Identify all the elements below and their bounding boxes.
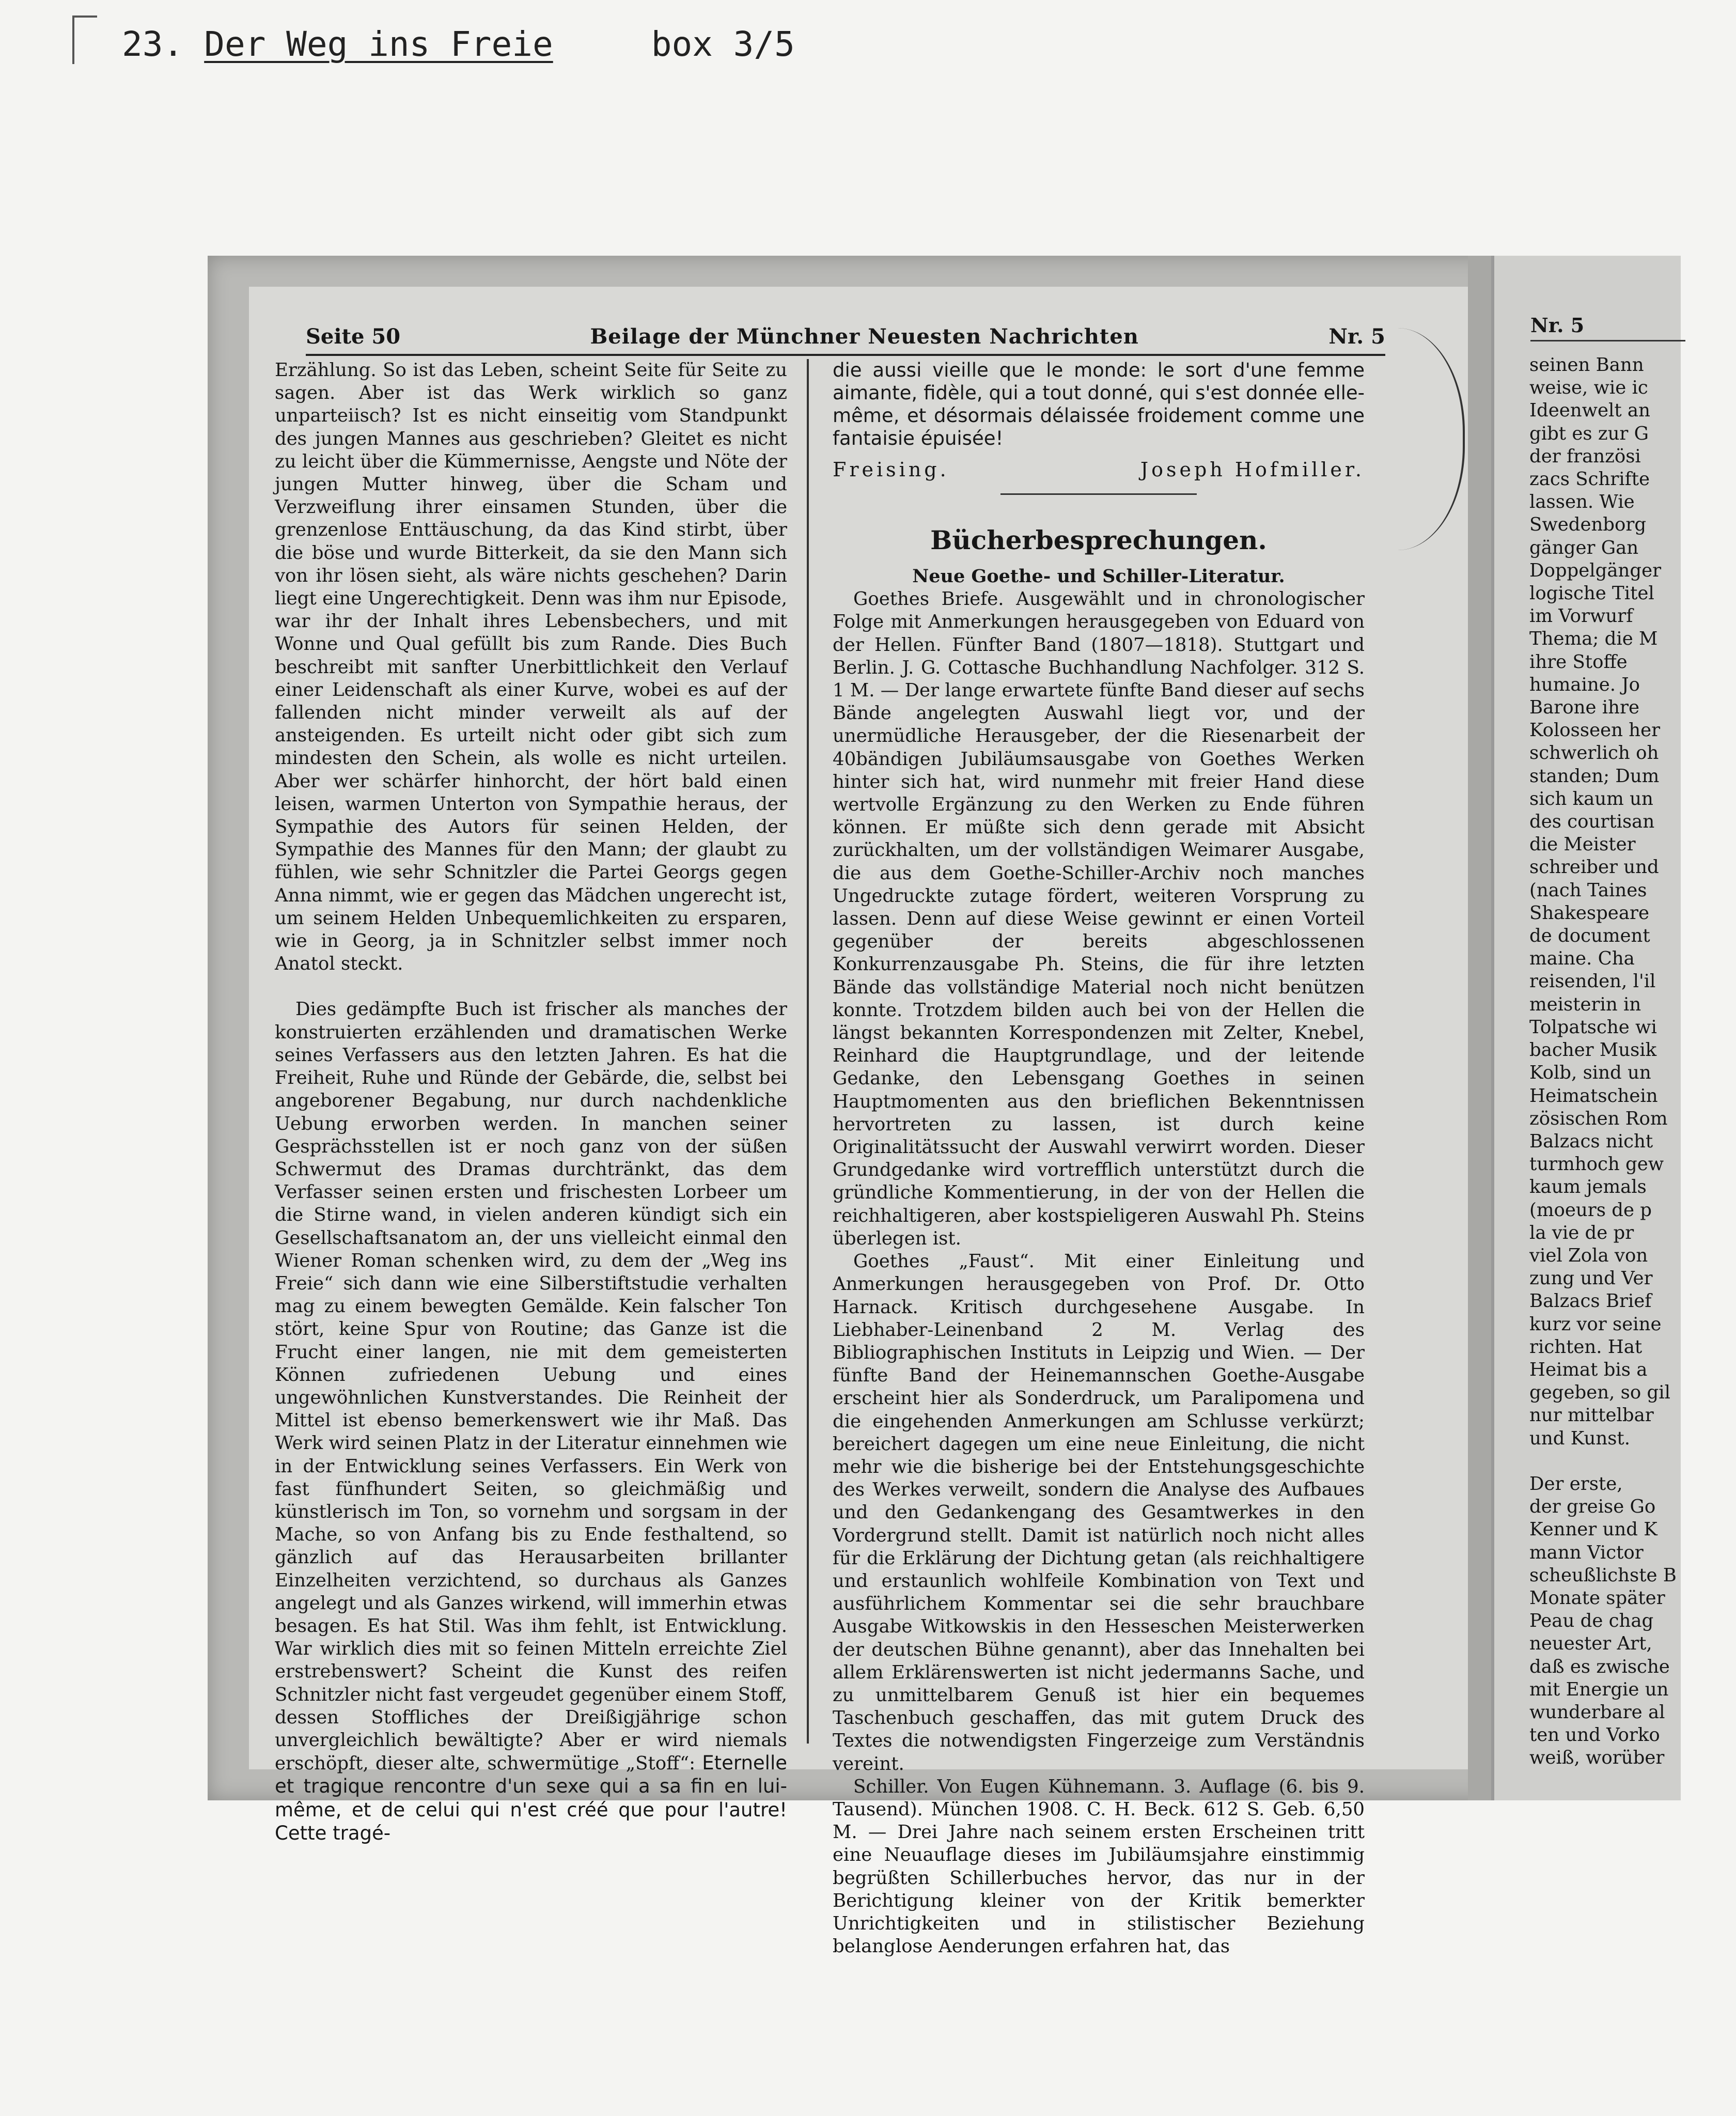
handwritten-bracket — [1390, 328, 1465, 550]
archive-number: 23. — [122, 24, 184, 64]
adjacent-page-line: Kolosseen her — [1529, 720, 1661, 741]
adjacent-page — [1491, 256, 1681, 1800]
signature-place: Freising. — [833, 458, 949, 481]
adjacent-page-line: Ideenwelt an — [1529, 400, 1650, 422]
adjacent-page-line: zacs Schrifte — [1529, 469, 1650, 490]
book-review-faust: Goethes „Faust“. Mit einer Einleitung und Anmerkungen herausgegeben von Prof. Dr. Otto Harnack. Kritisch durchgesehene Ausgabe. In Liebhaber-Leinenband 2 M. Verlag des Bibliographischen Instituts in Leipzig und Wien. — Der fünfte Band der Heinemannschen Goethe-Ausgabe erscheint hier als Sonderdruck, um Paralipomena und die eingehenden Anmerkungen am Schlusse verkürzt; bereichert dagegen um eine neue Einleitung, die nicht mehr wie die bisherige bei der Entstehungsgeschichte des Werkes verweilt, sondern die Analyse des Aufbaues und den Gedankengang des Gesamtwerkes in den Vordergrund stellt. Damit ist natürlich noch nicht alles für die Erklärung der Dichtung getan (als reichhaltigere und erstaunlich wohlfeile Kombination von Text und ausführlichem Kommentar sei die sehr brauchbare Ausgabe Witkowskis in den Hesseschen Meisterwerken der deutschen Bühne genannt), aber das Innehalten bei allem Erklärenswerten ist nicht jedermanns Sache, und zu unmittelbarem Genuß ist hier ein bequemes Taschenbuch geschaffen, das mit gutem Druck des Textes die notwendigsten Fingerzeige zum Verständnis vereint. — [833, 1251, 1365, 1775]
archive-header — [122, 21, 795, 67]
adjacent-page-line: schreiber und — [1529, 857, 1659, 878]
adjacent-page-line: weiß, worüber — [1529, 1747, 1665, 1769]
french-quote-start: Eternelle et tragique rencontre d'un sexe qui a sa fin en lui-même, et de celui qui n'est créé que pour l'autre! Cette tragé- — [275, 1752, 787, 1844]
adjacent-page-line: gibt es zur G — [1529, 423, 1649, 444]
adjacent-page-line: Kolb, sind un — [1529, 1062, 1651, 1084]
adjacent-page-line: Doppelgänger — [1529, 559, 1662, 581]
adjacent-page-line: turmhoch gew — [1529, 1154, 1664, 1175]
adjacent-page-line: neuester Art, — [1529, 1633, 1652, 1655]
review-paragraph-1: Erzählung. So ist das Leben, scheint Seite für Seite zu sagen. Aber ist das Werk wirklich so ganz unparteiisch? Ist es nicht einseitig vom Standpunkt des jungen Mannes aus geschrieben? Gleitet es nicht zu leicht über die Kümmernisse, Aengste und Nöte der jungen Mutter hinweg, über die Scham und Verzweiflung ihrer einsamen Stunden, über die grenzenlose Enttäuschung, da das Kind stirbt, über die böse und wurde Bitterkeit, da sie den Mann sich von ihr lösen sieht, als wäre nichts geschehen? Darin liegt eine Ungerechtigkeit. Denn was ihm nur Episode, war ihr der Inhalt ihres Lebensbechers, und mit Wonne und Qual gefüllt bis zum Rande. Dies Buch beschreibt mit sanfter Unerbittlichkeit den Verlauf einer Leidenschaft als einer Kurve, wobei es auf der fallenden nicht minder verweilt als auf der ansteigenden. Es urteilt nicht oder gibt sich zum mindesten den Schein, als wolle es nicht urteilen. Aber wer schärfer hinhorcht, der hört bald einen leisen, warmen Unterton von Sympathie heraus, der Sympathie des Autors für seinen Helden, der Sympathie des Mannes für den Mann; der glaubt zu fühlen, wie sehr Schnitzler die Partei Georgs gegen Anna nimmt, wie er gegen das Mädchen ungerecht ist, um seinem Helden Unbequemlichkeiten zu ersparen, wie in Georg, ja in Schnitzler selbst immer noch Anatol steckt. — [275, 360, 787, 975]
adjacent-page-line: zösischen Rom — [1529, 1108, 1668, 1129]
adjacent-page-line: mann Victor — [1529, 1542, 1644, 1563]
adjacent-page-line: Kenner und K — [1529, 1519, 1657, 1541]
newspaper-page — [249, 287, 1468, 1957]
adjacent-page-line: meisterin in — [1529, 993, 1641, 1015]
adjacent-page-line: viel Zola von — [1529, 1244, 1648, 1266]
adjacent-page-line: mit Energie un — [1529, 1678, 1669, 1700]
adjacent-page-line: die Meister — [1529, 834, 1636, 855]
adjacent-page-line: la vie de pr — [1529, 1222, 1634, 1243]
section-title: Bücherbesprechungen. — [930, 525, 1267, 556]
newspaper-scan — [208, 256, 1678, 1957]
page-number: Seite 50 — [306, 324, 401, 349]
adjacent-page-line: weise, wie ic — [1529, 377, 1648, 399]
adjacent-page-line: Heimat bis a — [1529, 1359, 1648, 1380]
adjacent-page-line: logische Titel — [1529, 583, 1654, 604]
adjacent-page-line: scheußlichste B — [1529, 1564, 1677, 1586]
adjacent-page-line: Heimatschein — [1529, 1085, 1658, 1107]
section-divider — [1000, 493, 1197, 495]
signature-author: Joseph Hofmiller. — [1140, 458, 1365, 481]
adjacent-page-line: gänger Gan — [1529, 537, 1639, 558]
adjacent-page-line: humaine. Jo — [1529, 674, 1640, 695]
adjacent-page-line: kaum jemals — [1529, 1176, 1647, 1198]
page-gutter — [1468, 256, 1491, 1800]
adjacent-page-line: Thema; die M — [1529, 628, 1658, 650]
adjacent-page-line: Der erste, — [1529, 1473, 1623, 1495]
section-subtitle: Neue Goethe- und Schiller-Literatur. — [912, 566, 1285, 587]
adjacent-page-line: Shakespeare — [1529, 902, 1649, 924]
adjacent-page-line: wunderbare al — [1529, 1701, 1665, 1723]
adjacent-page-line: (nach Taines — [1529, 879, 1647, 901]
archive-title: Der Weg ins Freie — [204, 24, 553, 64]
adjacent-page-line: im Vorwurf — [1529, 605, 1633, 627]
adjacent-page-line: Barone ihre — [1529, 697, 1639, 719]
right-column — [833, 359, 1365, 1958]
adjacent-page-line: der greise Go — [1529, 1496, 1656, 1518]
adjacent-page-line: lassen. Wie — [1529, 491, 1635, 513]
left-column — [275, 359, 787, 1845]
adjacent-page-line: kurz vor seine — [1529, 1313, 1662, 1335]
book-review-schiller: Schiller. Von Eugen Kühnemann. 3. Auflage (6. bis 9. Tausend). München 1908. C. H. Beck. 612 S. Geb. 6,50 M. — Drei Jahre nach seinem ersten Erscheinen tritt eine Neuauflage dieses im Jubiläumsjahre einstimmig begrüßten Schillerbuches hervor, das nur in der Berichtigung kleiner von der Kritik bemerkter Unrichtigkeiten und in stilistischer Beziehung belanglose Aenderungen erfahren hat, das — [833, 1776, 1365, 1957]
adjacent-page-line: richten. Hat — [1529, 1336, 1643, 1358]
adjacent-page-line: zung und Ver — [1529, 1268, 1653, 1289]
adjacent-page-line: Balzacs Brief — [1529, 1290, 1652, 1312]
adjacent-page-text — [1529, 354, 1736, 1770]
adjacent-page-line: Swedenborg — [1529, 514, 1647, 536]
french-quote-end: die aussi vieille que le monde: le sort d'une femme aimante, fidèle, qui a tout donné, qui s'est donnée elle-même, et désormais délaissée froidement comme une fantaisie épuisée! — [833, 359, 1365, 449]
adjacent-page-line: gegeben, so gil — [1529, 1382, 1670, 1404]
adjacent-page-line: reisenden, l'il — [1529, 971, 1656, 992]
issue-number: Nr. 5 — [1328, 324, 1385, 349]
archive-box-label: box 3/5 — [651, 24, 795, 64]
adjacent-page-line: standen; Dum — [1529, 765, 1660, 787]
review-paragraph-2-text: Dies gedämpfte Buch ist frischer als manches der konstruierten erzählenden und dramatischen Werke seines Verfassers aus den letzten Jahren. Es hat die Freiheit, Ruhe und Ründe der Gebärde, die, selbst bei angeborener Begabung, nur durch nachdenkliche Uebung erworben werden. In manchen seiner Gesprächsstellen ist er noch ganz von der süßen Schwermut des Dramas durchtränkt, das dem Verfasser seinen ersten und frischesten Lorbeer um die Stirne wand, in vielen anderen kündigt sich ein Gesellschaftsanatom an, der uns vielleicht einmal den Wiener Roman schenken wird, zu dem der „Weg ins Freie“ sich dann wie eine Silberstiftstudie verhalten mag zu einem bewegten Gemälde. Kein falscher Ton stört, keine Spur von Routine; das Ganze ist die Frucht einer langen, nie mit dem gemeisterten Können zufriedenen Uebung und eines ungewöhnlichen Kunstverstandes. Die Reinheit der Mittel ist ebenso bemerkenswert wie ihr Maß. Das Werk wird seinen Platz in der Literatur einnehmen wie in der Entwicklung seines Verfassers. Ein Werk von fast fünfhundert Seiten, so gleichmäßig und künstlerisch im Ton, so vornehm und sorgsam in der Mache, so von Anfang bis zu Ende festhaltend, so gänzlich auf das Herausarbeiten brillanter Einzelheiten verzichtend, so durchaus als Ganzes angelegt und als Ganzes wirkend, will immerhin etwas besagen. Es hat Stil. Was ihm fehlt, ist Entwicklung. War wirklich dies mit so feinen Mitteln erreichte Ziel erstrebenswert? Scheint die Kunst des reifen Schnitzler nicht fast vergeudet gegenüber einem Stoff, dessen Stoffliches der Dreißigjährige schon unvergleichlich bewältigte? Aber er wird niemals erschöpft, dieser alte, schwermütige „Stoff“: — [275, 999, 787, 1775]
adjacent-page-line: seinen Bann — [1529, 354, 1644, 376]
adjacent-page-line: schwerlich oh — [1529, 742, 1659, 764]
adjacent-page-line: maine. Cha — [1529, 948, 1635, 970]
adjacent-page-line: de document — [1529, 925, 1650, 947]
adjacent-page-header: Nr. 5 — [1530, 314, 1685, 341]
adjacent-page-line: Balzacs nicht — [1529, 1130, 1653, 1152]
book-review-goethe-briefe: Goethes Briefe. Ausgewählt und in chronologischer Folge mit Anmerkungen herausgegeben von Eduard von der Hellen. Fünfter Band (1807—1818). Stuttgart und Berlin. J. G. Cottasche Buchhandlung Nachfolger. 312 S. 1 M. — Der lange erwartete fünfte Band dieser auf sechs Bände angelegten Auswahl liegt vor, und der unermüdliche Herausgeber, der die Riesenarbeit der 40bändigen Jubiläumsausgabe von Goethes Werken hinter sich hat, wird nunmehr mit freier Hand diese wertvolle Ergänzung zu den Werken zu Ende führen können. Er müßte sich denn gerade mit Absicht zurückhalten, um der vollständigen Weimarer Ausgabe, die aus dem Goethe-Schiller-Archiv noch manches Ungedruckte zutage fördert, weiteren Vorsprung zu lassen. Denn auf diese Weise gewinnt er einen Vorteil gegenüber der bereits abgeschlossenen Konkurrenzausgabe Ph. Steins, die für ihre letzten Bände das vollständige Material noch nicht benützen konnte. Trotzdem bilden auch bei von der Hellen die längst bekannten Korrespondenzen mit Zelter, Knebel, Reinhard die Hauptgrundlage, und der leitende Gedanke, den Lebensgang Goethes in seinen Hauptmomenten aus den brieflichen Bekenntnissen hervortreten zu lassen, ist durch keine Originalitätssucht der Auswahl verwirrt worden. Dieser Grundgedanke wird vortrefflich unterstützt durch die gründliche Kommentierung, in der von der Hellen die reichhaltigeren, aber kostspieligeren Auswahl Ph. Steins überlegen ist. — [833, 588, 1365, 1249]
adjacent-page-line: Tolpatsche wi — [1529, 1016, 1657, 1038]
adjacent-page-line: nur mittelbar — [1529, 1405, 1654, 1426]
adjacent-page-line: Peau de chag — [1529, 1610, 1654, 1632]
review-paragraph-2 — [275, 998, 787, 1845]
adjacent-page-line: bacher Musik — [1529, 1039, 1657, 1061]
adjacent-page-line: des courtisan — [1529, 811, 1655, 833]
page-header — [306, 313, 1385, 356]
adjacent-page-line: (moeurs de p — [1529, 1199, 1652, 1221]
adjacent-page-line: sich kaum un — [1529, 788, 1653, 810]
adjacent-page-line: daß es zwische — [1529, 1656, 1670, 1677]
adjacent-page-line: ten und Vorko — [1529, 1724, 1660, 1746]
adjacent-page-line: und Kunst. — [1529, 1427, 1630, 1449]
column-rule — [807, 359, 809, 1744]
adjacent-page-line: Monate später — [1529, 1587, 1665, 1609]
signature-row — [833, 458, 1365, 481]
adjacent-page-line: ihre Stoffe — [1529, 651, 1628, 673]
archive-corner-mark — [72, 15, 97, 64]
newspaper-title: Beilage der Münchner Neuesten Nachrichten — [590, 324, 1139, 349]
adjacent-page-line: der französi — [1529, 445, 1641, 467]
adjacent-page-line — [1529, 1450, 1736, 1473]
